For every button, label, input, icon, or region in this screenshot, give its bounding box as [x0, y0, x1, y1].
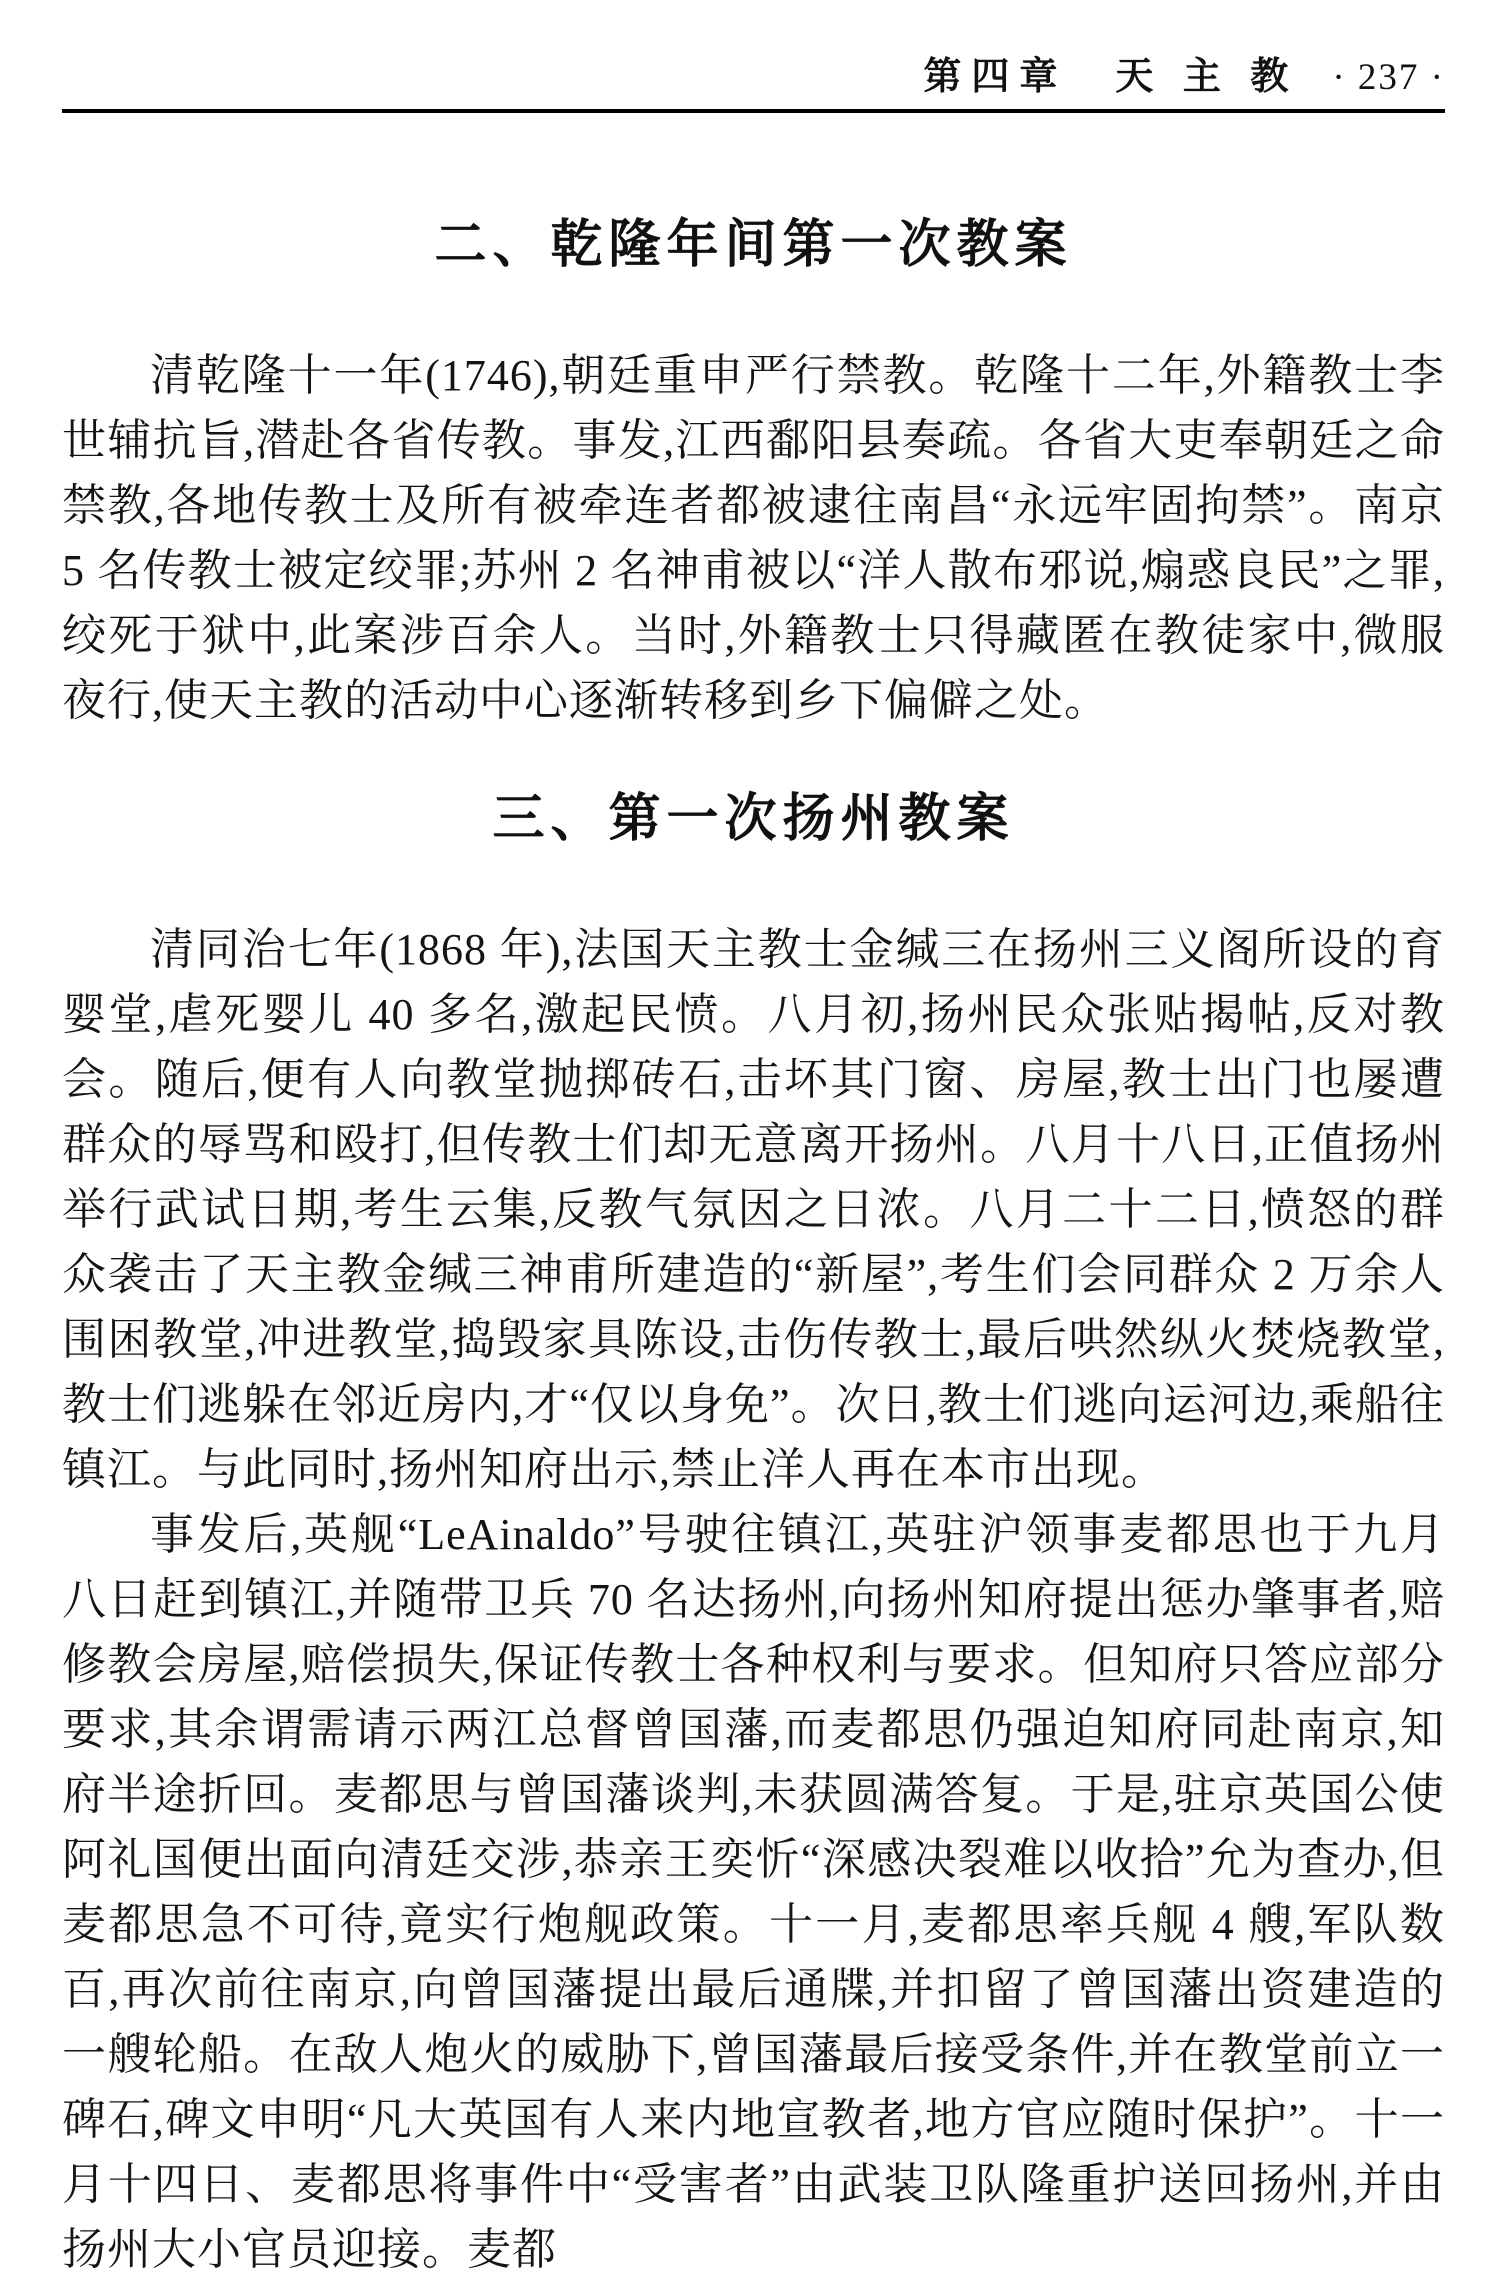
header-rule — [62, 109, 1445, 113]
section-qianlong-first-case — [62, 215, 1445, 733]
section-first-yangzhou-case — [62, 789, 1445, 2282]
body-paragraph: 清同治七年(1868 年),法国天主教士金缄三在扬州三义阁所设的育婴堂,虐死婴儿 40 多名,激起民愤。八月初,扬州民众张贴揭帖,反对教会。随后,便有人向教堂抛掷砖石,击坏其门窗、房屋,教士出门也屡遭群众的辱骂和殴打,但传教士们却无意离开扬州。八月十八日,正值扬州举行武试日期,考生云集,反教气氛因之日浓。八月二十二日,愤怒的群众袭击了天主教金缄三神甫所建造的“新屋”,考生们会同群众 2 万余人围困教堂,冲进教堂,捣毁家具陈设,击伤传教士,最后哄然纵火焚烧教堂,教士们逃躲在邻近房内,才“仅以身免”。次日,教士们逃向运河边,乘船往镇江。与此同时,扬州知府出示,禁止洋人再在本市出现。 — [62, 925, 1445, 1494]
running-head-chapter-title: 第四章 天 主 教 — [923, 56, 1299, 98]
page-body — [62, 215, 1445, 2282]
section-heading: 二、乾隆年间第一次教案 — [434, 217, 1073, 274]
body-paragraph: 清乾隆十一年(1746),朝廷重申严行禁教。乾隆十二年,外籍教士李世辅抗旨,潜赴各省传教。事发,江西鄱阳县奏疏。各省大吏奉朝廷之命禁教,各地传教士及所有被牵连者都被逮往南昌“永远牢固拘禁”。南京 5 名传教士被定绞罪;苏州 2 名神甫被以“洋人散布邪说,煽惑良民”之罪,绞死于狱中,此案涉百余人。当时,外籍教士只得藏匿在教徒家中,微服夜行,使天主教的活动中心逐渐转移到乡下偏僻之处。 — [62, 351, 1445, 725]
section-heading: 三、第一次扬州教案 — [492, 791, 1015, 848]
running-head — [62, 45, 1445, 101]
running-head-page-number: · 237 · — [1332, 57, 1445, 98]
body-paragraph: 事发后,英舰“LeAinaldo”号驶往镇江,英驻沪领事麦都思也于九月八日赶到镇江,并随带卫兵 70 名达扬州,向扬州知府提出惩办肇事者,赔修教会房屋,赔偿损失,保证传教士各种权利与要求。但知府只答应部分要求,其余谓需请示两江总督曾国藩,而麦都思仍强迫知府同赴南京,知府半途折回。麦都思与曾国藩谈判,未获圆满答复。于是,驻京英国公使阿礼国便出面向清廷交涉,恭亲王奕忻“深感决裂难以收拾”允为查办,但麦都思急不可待,竟实行炮舰政策。十一月,麦都思率兵舰 4 艘,军队数百,再次前往南京,向曾国藩提出最后通牒,并扣留了曾国藩出资建造的一艘轮船。在敌人炮火的威胁下,曾国藩最后接受条件,并在教堂前立一碑石,碑文申明“凡大英国有人来内地宣教者,地方官应随时保护”。十一月十四日、麦都思将事件中“受害者”由武装卫队隆重护送回扬州,并由扬州大小官员迎接。麦都 — [62, 1510, 1445, 2274]
